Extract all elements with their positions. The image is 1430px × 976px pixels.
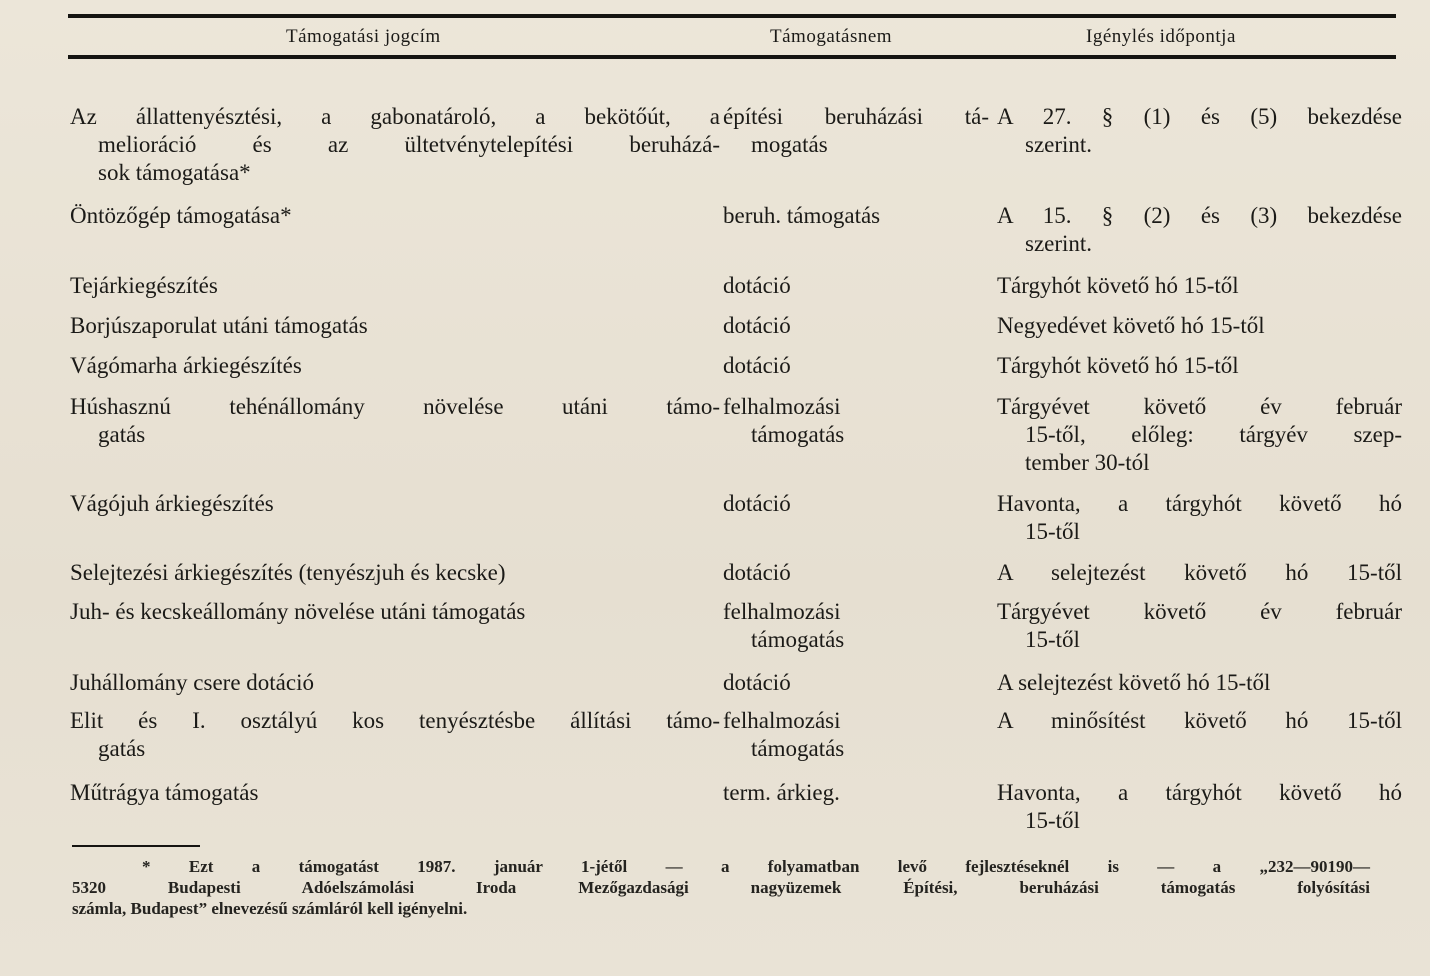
table-row-3-idopont: Negyedévet követő hó 15-től xyxy=(997,313,1265,338)
header-tamogatasnem: Támogatásnem xyxy=(770,26,893,47)
table-row-4-jogcim: Vágómarha árkiegészítés xyxy=(70,353,302,378)
table-row-1-idopont: A 15. § (2) és (3) bekezdése szerint. xyxy=(997,203,1402,256)
table-row-0-idopont: A 27. § (1) és (5) bekezdése szerint. xyxy=(997,104,1402,157)
table-row-9-jogcim: Juhállomány csere dotáció xyxy=(70,670,314,695)
table-row-10-nem: felhalmozási támogatás xyxy=(723,708,845,761)
table-row-7-nem: dotáció xyxy=(723,560,791,585)
table-row-3-jogcim: Borjúszaporulat utáni támogatás xyxy=(70,313,368,338)
table-row-2-nem: dotáció xyxy=(723,273,791,298)
table-row-11-idopont: Havonta, a tárgyhót követő hó 15-től xyxy=(997,780,1402,833)
table-row-4-idopont: Tárgyhót követő hó 15-től xyxy=(997,353,1239,378)
table-row-6-idopont: Havonta, a tárgyhót követő hó 15-től xyxy=(997,491,1402,544)
table-row-8-nem: felhalmozási támogatás xyxy=(723,599,845,652)
table-row-0-nem: építési beruházási tá- mogatás xyxy=(723,104,989,157)
table-row-2-idopont: Tárgyhót követő hó 15-től xyxy=(997,273,1239,298)
table-row-10-jogcim: Elit és I. osztályú kos tenyésztésbe állítási támo- gatás xyxy=(70,708,720,761)
table-header-rule xyxy=(68,55,1396,59)
table-row-5-jogcim: Húshasznú tehénállomány növelése utáni támo- gatás xyxy=(70,394,720,447)
table-row-5-idopont: Tárgyévet követő év február 15-től, előleg: tárgyév szep- tember 30-tól xyxy=(997,394,1402,475)
table-row-9-idopont: A selejtezést követő hó 15-től xyxy=(997,670,1271,695)
table-top-rule xyxy=(68,14,1396,18)
table-row-11-jogcim: Műtrágya támogatás xyxy=(70,780,259,805)
table-row-1-nem: beruh. támogatás xyxy=(723,203,881,228)
header-jogcim: Támogatási jogcím xyxy=(286,26,441,47)
table-row-10-idopont: A minősítést követő hó 15-től xyxy=(997,708,1402,733)
table-row-2-jogcim: Tejárkiegészítés xyxy=(70,273,218,298)
table-row-1-jogcim: Öntözőgép támogatása* xyxy=(70,203,292,228)
table-row-11-nem: term. árkieg. xyxy=(723,780,840,805)
table-row-6-jogcim: Vágójuh árkiegészítés xyxy=(70,491,274,516)
table-row-9-nem: dotáció xyxy=(723,670,791,695)
table-row-3-nem: dotáció xyxy=(723,313,791,338)
footnote: * Ezt a támogatást 1987. január 1-jétől — a folyamatban levő fejlesztéseknél is — a „232—90190— 5320 Budapesti Adóelszámolási Iroda Mezőgazdasági nagyüzemek Építési, beruházási támogatás folyósítási számla, Budapest” elnevezésű számláról kell igényelni. xyxy=(72,857,1370,918)
header-igenyles-idopontja: Igénylés időpontja xyxy=(1086,26,1236,47)
table-row-6-nem: dotáció xyxy=(723,491,791,516)
table-row-8-jogcim: Juh- és kecskeállomány növelése utáni támogatás xyxy=(70,599,526,624)
table-row-0-jogcim: Az állattenyésztési, a gabonatároló, a bekötőút, a melioráció és az ültetvénytelepítési beruházá- sok támogatása* xyxy=(70,104,720,185)
footnote-rule xyxy=(72,845,200,847)
table-row-4-nem: dotáció xyxy=(723,353,791,378)
table-row-8-idopont: Tárgyévet követő év február 15-től xyxy=(997,599,1402,652)
table-row-7-jogcim: Selejtezési árkiegészítés (tenyészjuh és kecske) xyxy=(70,560,506,585)
table-row-5-nem: felhalmozási támogatás xyxy=(723,394,845,447)
table-row-7-idopont: A selejtezést követő hó 15-től xyxy=(997,560,1402,585)
